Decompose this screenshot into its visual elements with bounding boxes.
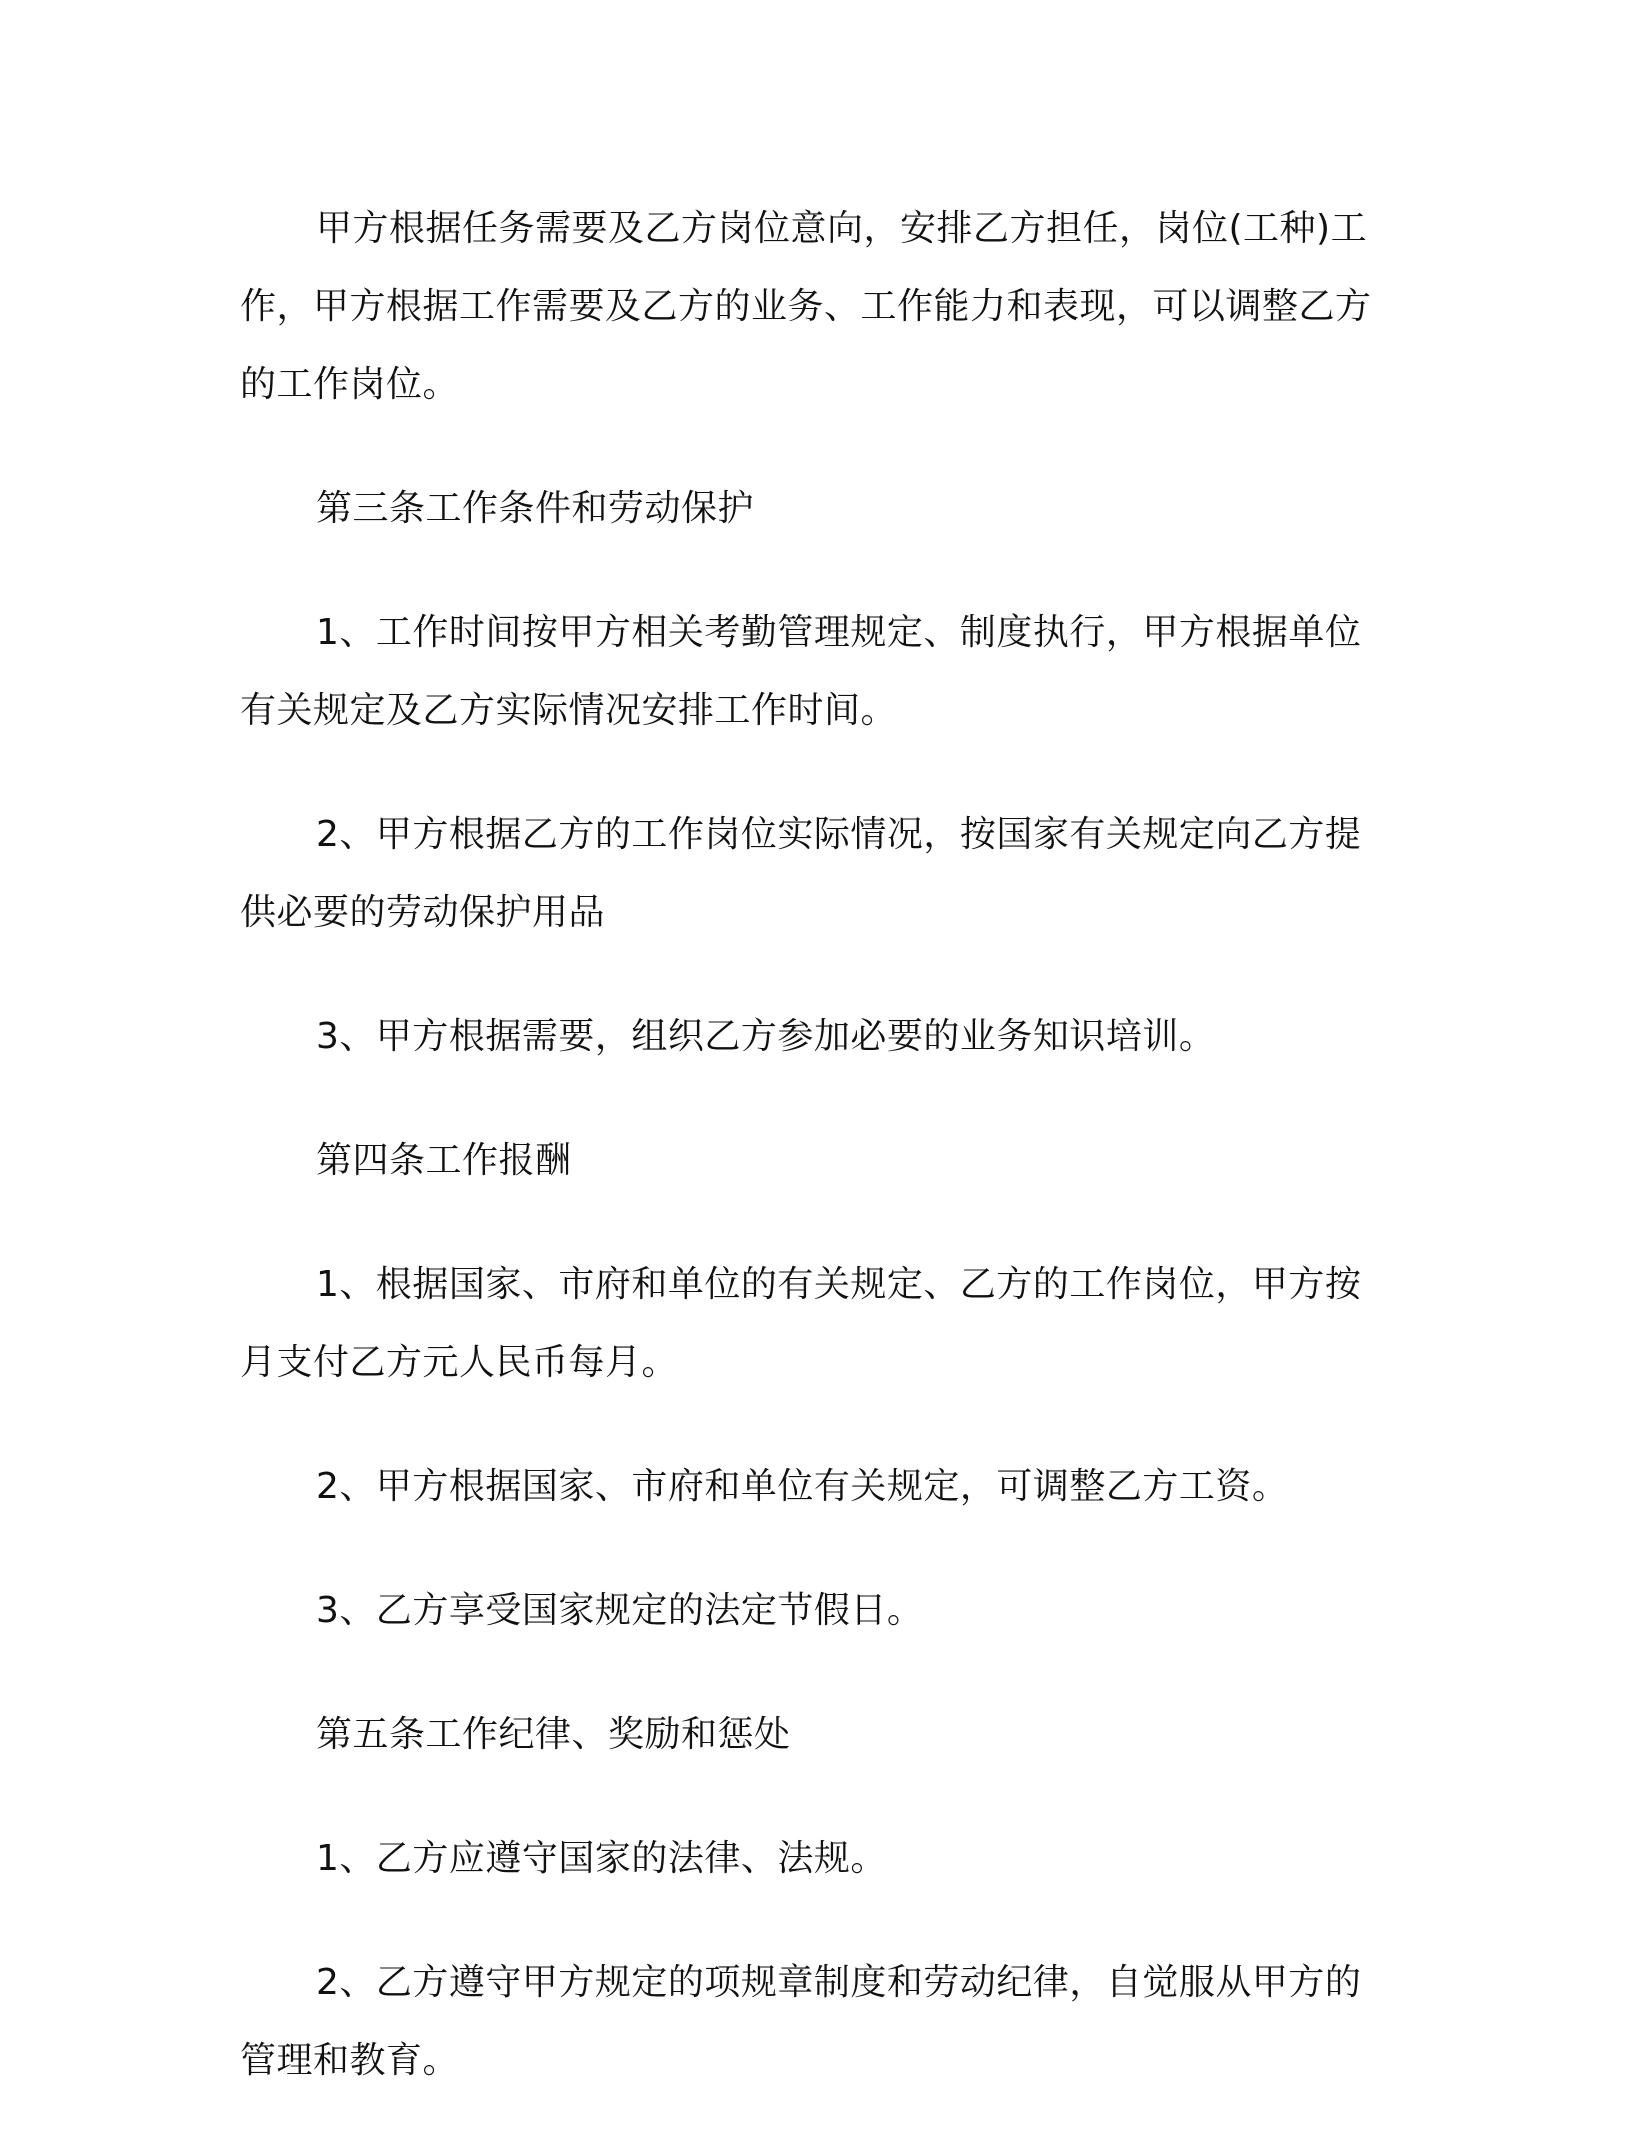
paragraph-article-4-item-2: 2、甲方根据国家、市府和单位有关规定，可调整乙方工资。 [316, 1466, 1289, 1507]
paragraph-article-4-item-1: 1、根据国家、市府和单位的有关规定、乙方的工作岗位，甲方按月支付乙方元人民币每月。 [240, 1264, 1362, 1383]
heading-article-4: 第四条工作报酬 [316, 1140, 572, 1181]
paragraph-job-assignment: 甲方根据任务需要及乙方岗位意向，安排乙方担任，岗位(工种)工作，甲方根据工作需要及乙方的业务、工作能力和表现，可以调整乙方的工作岗位。 [240, 208, 1372, 405]
paragraph-article-4-item-3: 3、乙方享受国家规定的法定节假日。 [316, 1590, 924, 1631]
paragraph-article-5-item-2: 2、乙方遵守甲方规定的项规章制度和劳动纪律，自觉服从甲方的管理和教育。 [240, 1962, 1362, 2081]
paragraph-article-3-item-1: 1、工作时间按甲方相关考勤管理规定、制度执行，甲方根据单位有关规定及乙方实际情况安排工作时间。 [240, 612, 1362, 731]
paragraph-article-5-item-1: 1、乙方应遵守国家的法律、法规。 [316, 1838, 887, 1879]
paragraph-article-3-item-3: 3、甲方根据需要，组织乙方参加必要的业务知识培训。 [316, 1016, 1216, 1057]
document-body [240, 190, 1390, 2146]
paragraph-article-3-item-2: 2、甲方根据乙方的工作岗位实际情况，按国家有关规定向乙方提供必要的劳动保护用品 [240, 814, 1362, 933]
heading-article-3: 第三条工作条件和劳动保护 [316, 488, 755, 529]
heading-article-5: 第五条工作纪律、奖励和惩处 [316, 1714, 791, 1755]
